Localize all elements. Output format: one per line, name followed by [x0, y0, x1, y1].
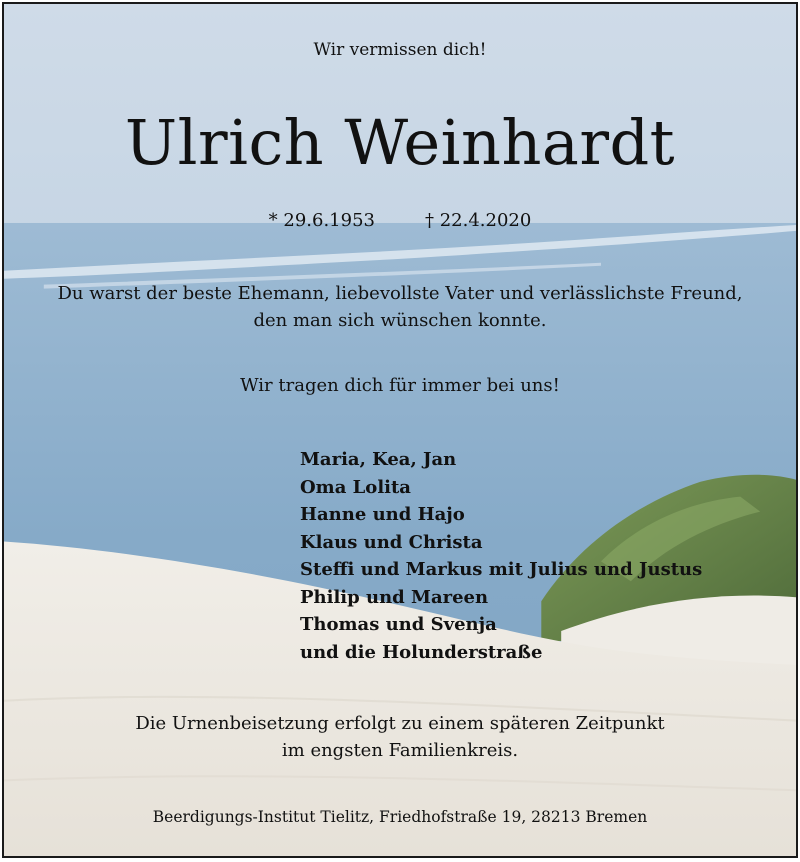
death-date: † 22.4.2020	[425, 210, 532, 231]
funeral-home: Beerdigungs-Institut Tielitz, Friedhofstraße 19, 28213 Bremen	[152, 808, 648, 826]
mourner: Philip und Mareen	[300, 586, 489, 608]
mourner: Oma Lolita	[300, 476, 411, 498]
burial-line: Die Urnenbeisetzung erfolgt zu einem späteren Zeitpunkt	[135, 713, 665, 734]
remembrance-line: Wir tragen dich für immer bei uns!	[240, 375, 560, 396]
mourner: und die Holunderstraße	[300, 641, 543, 663]
motto: Wir vermissen dich!	[313, 40, 487, 60]
mourners-list	[300, 446, 702, 666]
mourner: Klaus und Christa	[300, 531, 483, 553]
burial-line: im engsten Familienkreis.	[281, 740, 519, 761]
mourner: Thomas und Svenja	[300, 614, 497, 635]
mourner: Hanne und Hajo	[300, 504, 465, 525]
tribute-text	[4, 280, 796, 334]
burial-notice	[4, 710, 796, 764]
deceased-name: Ulrich Weinhardt	[124, 106, 676, 179]
life-dates	[4, 210, 796, 231]
mourner: Maria, Kea, Jan	[300, 449, 457, 470]
obituary-notice	[2, 2, 798, 858]
birth-date: * 29.6.1953	[268, 210, 375, 231]
mourner: Steffi und Markus mit Julius und Justus	[300, 559, 703, 580]
tribute-line: den man sich wünschen konnte.	[253, 310, 547, 331]
tribute-line: Du warst der beste Ehemann, liebevollste Vater und verlässlichste Freund,	[57, 283, 743, 304]
